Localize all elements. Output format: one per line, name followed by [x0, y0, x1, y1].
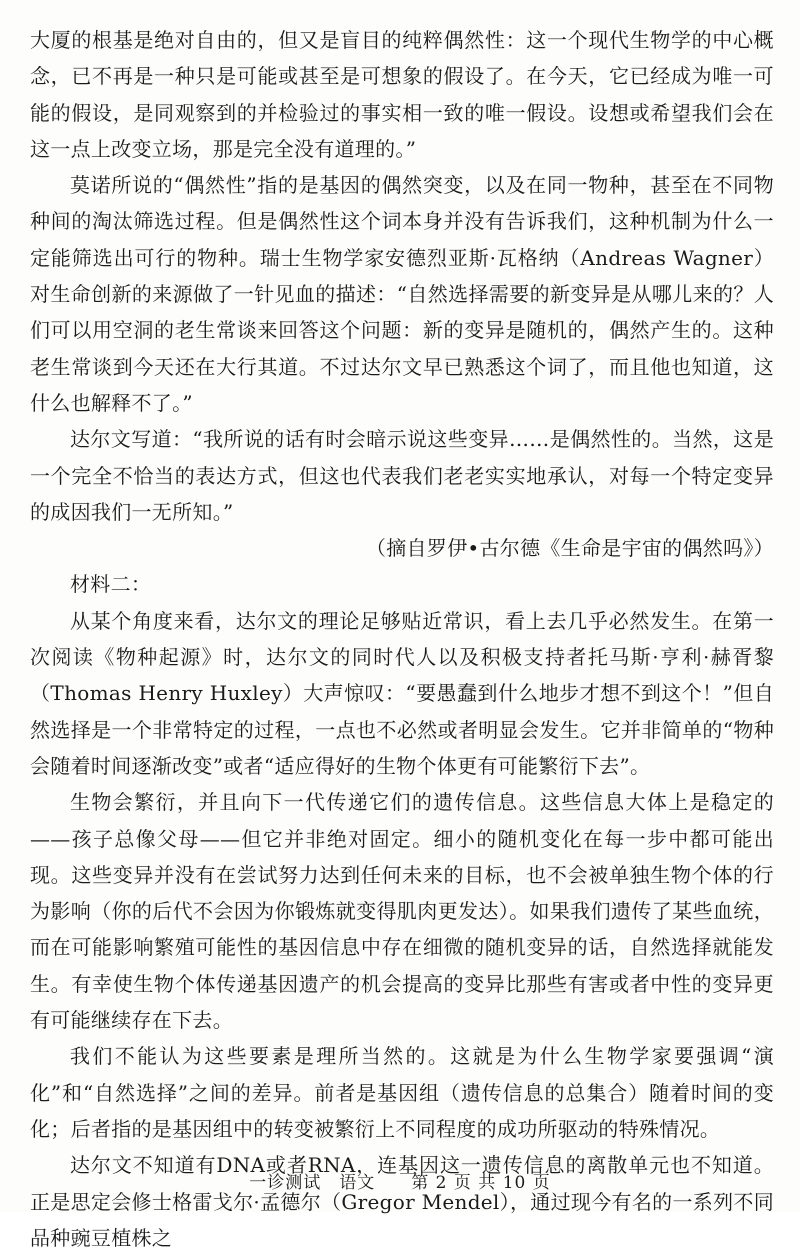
page-footer: 一诊测试 语文 第 2 页 共 10 页: [249, 1173, 551, 1193]
paragraph-mendel: 达尔文不知道有DNA或者RNA，连基因这一遗传信息的离散单元也不知道。正是思定会修士格雷戈尔·孟德尔（Gregor Mendel），通过现今有名的一系列不同品种豌豆植株之: [30, 1153, 774, 1250]
document-body: [30, 22, 774, 1256]
paragraph-evolution-vs-selection: 我们不能认为这些要素是理所当然的。这就是为什么生物学家要强调“演化”和“自然选择”之间的差异。前者是基因组（遗传信息的总集合）随着时间的变化；后者指的是基因组中的转变被繁衍上不同程度的成功所驱动的特殊情况。: [30, 1044, 774, 1141]
paragraph-common-sense: 从某个角度来看，达尔文的理论足够贴近常识，看上去几乎必然发生。在第一次阅读《物种起源》时，达尔文的同时代人以及积极支持者托马斯·亨利·赫胥黎（Thomas Henry Huxley）大声惊叹：“要愚蠢到什么地步才想不到这个！”但自然选择是一个非常特定的过程，一点也不必然或者明显会发生。它并非简单的“物种会随着时间逐渐改变”或者“适应得好的生物个体更有可能繁衍下去”。: [30, 608, 774, 778]
paragraph-continuation: 大厦的根基是绝对自由的，但又是盲目的纯粹偶然性：这一个现代生物学的中心概念，已不再是一种只是可能或甚至是可想象的假设了。在今天，它已经成为唯一可能的假设，是同观察到的并检验过的事实相一致的唯一假设。设想或希望我们会在这一点上改变立场，那是完全没有道理的。”: [30, 28, 774, 161]
source-attribution: （摘自罗伊•古尔德《生命是宇宙的偶然吗》）: [365, 536, 774, 561]
paragraph-darwin-quote: 达尔文写道：“我所说的话有时会暗示说这些变异……是偶然性的。当然，这是一个完全不恰当的表达方式，但这也代表我们老老实实地承认，对每一个特定变异的成因我们一无所知。”: [30, 427, 774, 524]
section-heading: 材料二：: [70, 572, 152, 597]
paragraph-monod-chance: 莫诺所说的“偶然性”指的是基因的偶然突变，以及在同一物种，甚至在不同物种间的淘汰筛选过程。但是偶然性这个词本身并没有告诉我们，这种机制为什么一定能筛选出可行的物种。瑞士生物学家安德烈亚斯·瓦格纳（Andreas Wagner）对生命创新的来源做了一针见血的描述：“自然选择需要的新变异是从哪儿来的？人们可以用空洞的老生常谈来回答这个问题：新的变异是随机的，偶然产生的。这种老生常谈到今天还在大行其道。不过达尔文早已熟悉这个词了，而且他也知道，这什么也解释不了。”: [30, 173, 774, 415]
paragraph-heredity: 生物会繁衍，并且向下一代传递它们的遗传信息。这些信息大体上是稳定的——孩子总像父母——但它并非绝对固定。细小的随机变化在每一步中都可能出现。这些变异并没有在尝试努力达到任何未来的目标，也不会被单独生物个体的行为影响（你的后代不会因为你锻炼就变得肌肉更发达）。如果我们遗传了某些血统，而在可能影响繁殖可能性的基因信息中存在细微的随机变异的话，自然选择就能发生。有幸使生物个体传递基因遗产的机会提高的变异比那些有害或者中性的变异更有可能继续存在下去。: [30, 790, 774, 1033]
